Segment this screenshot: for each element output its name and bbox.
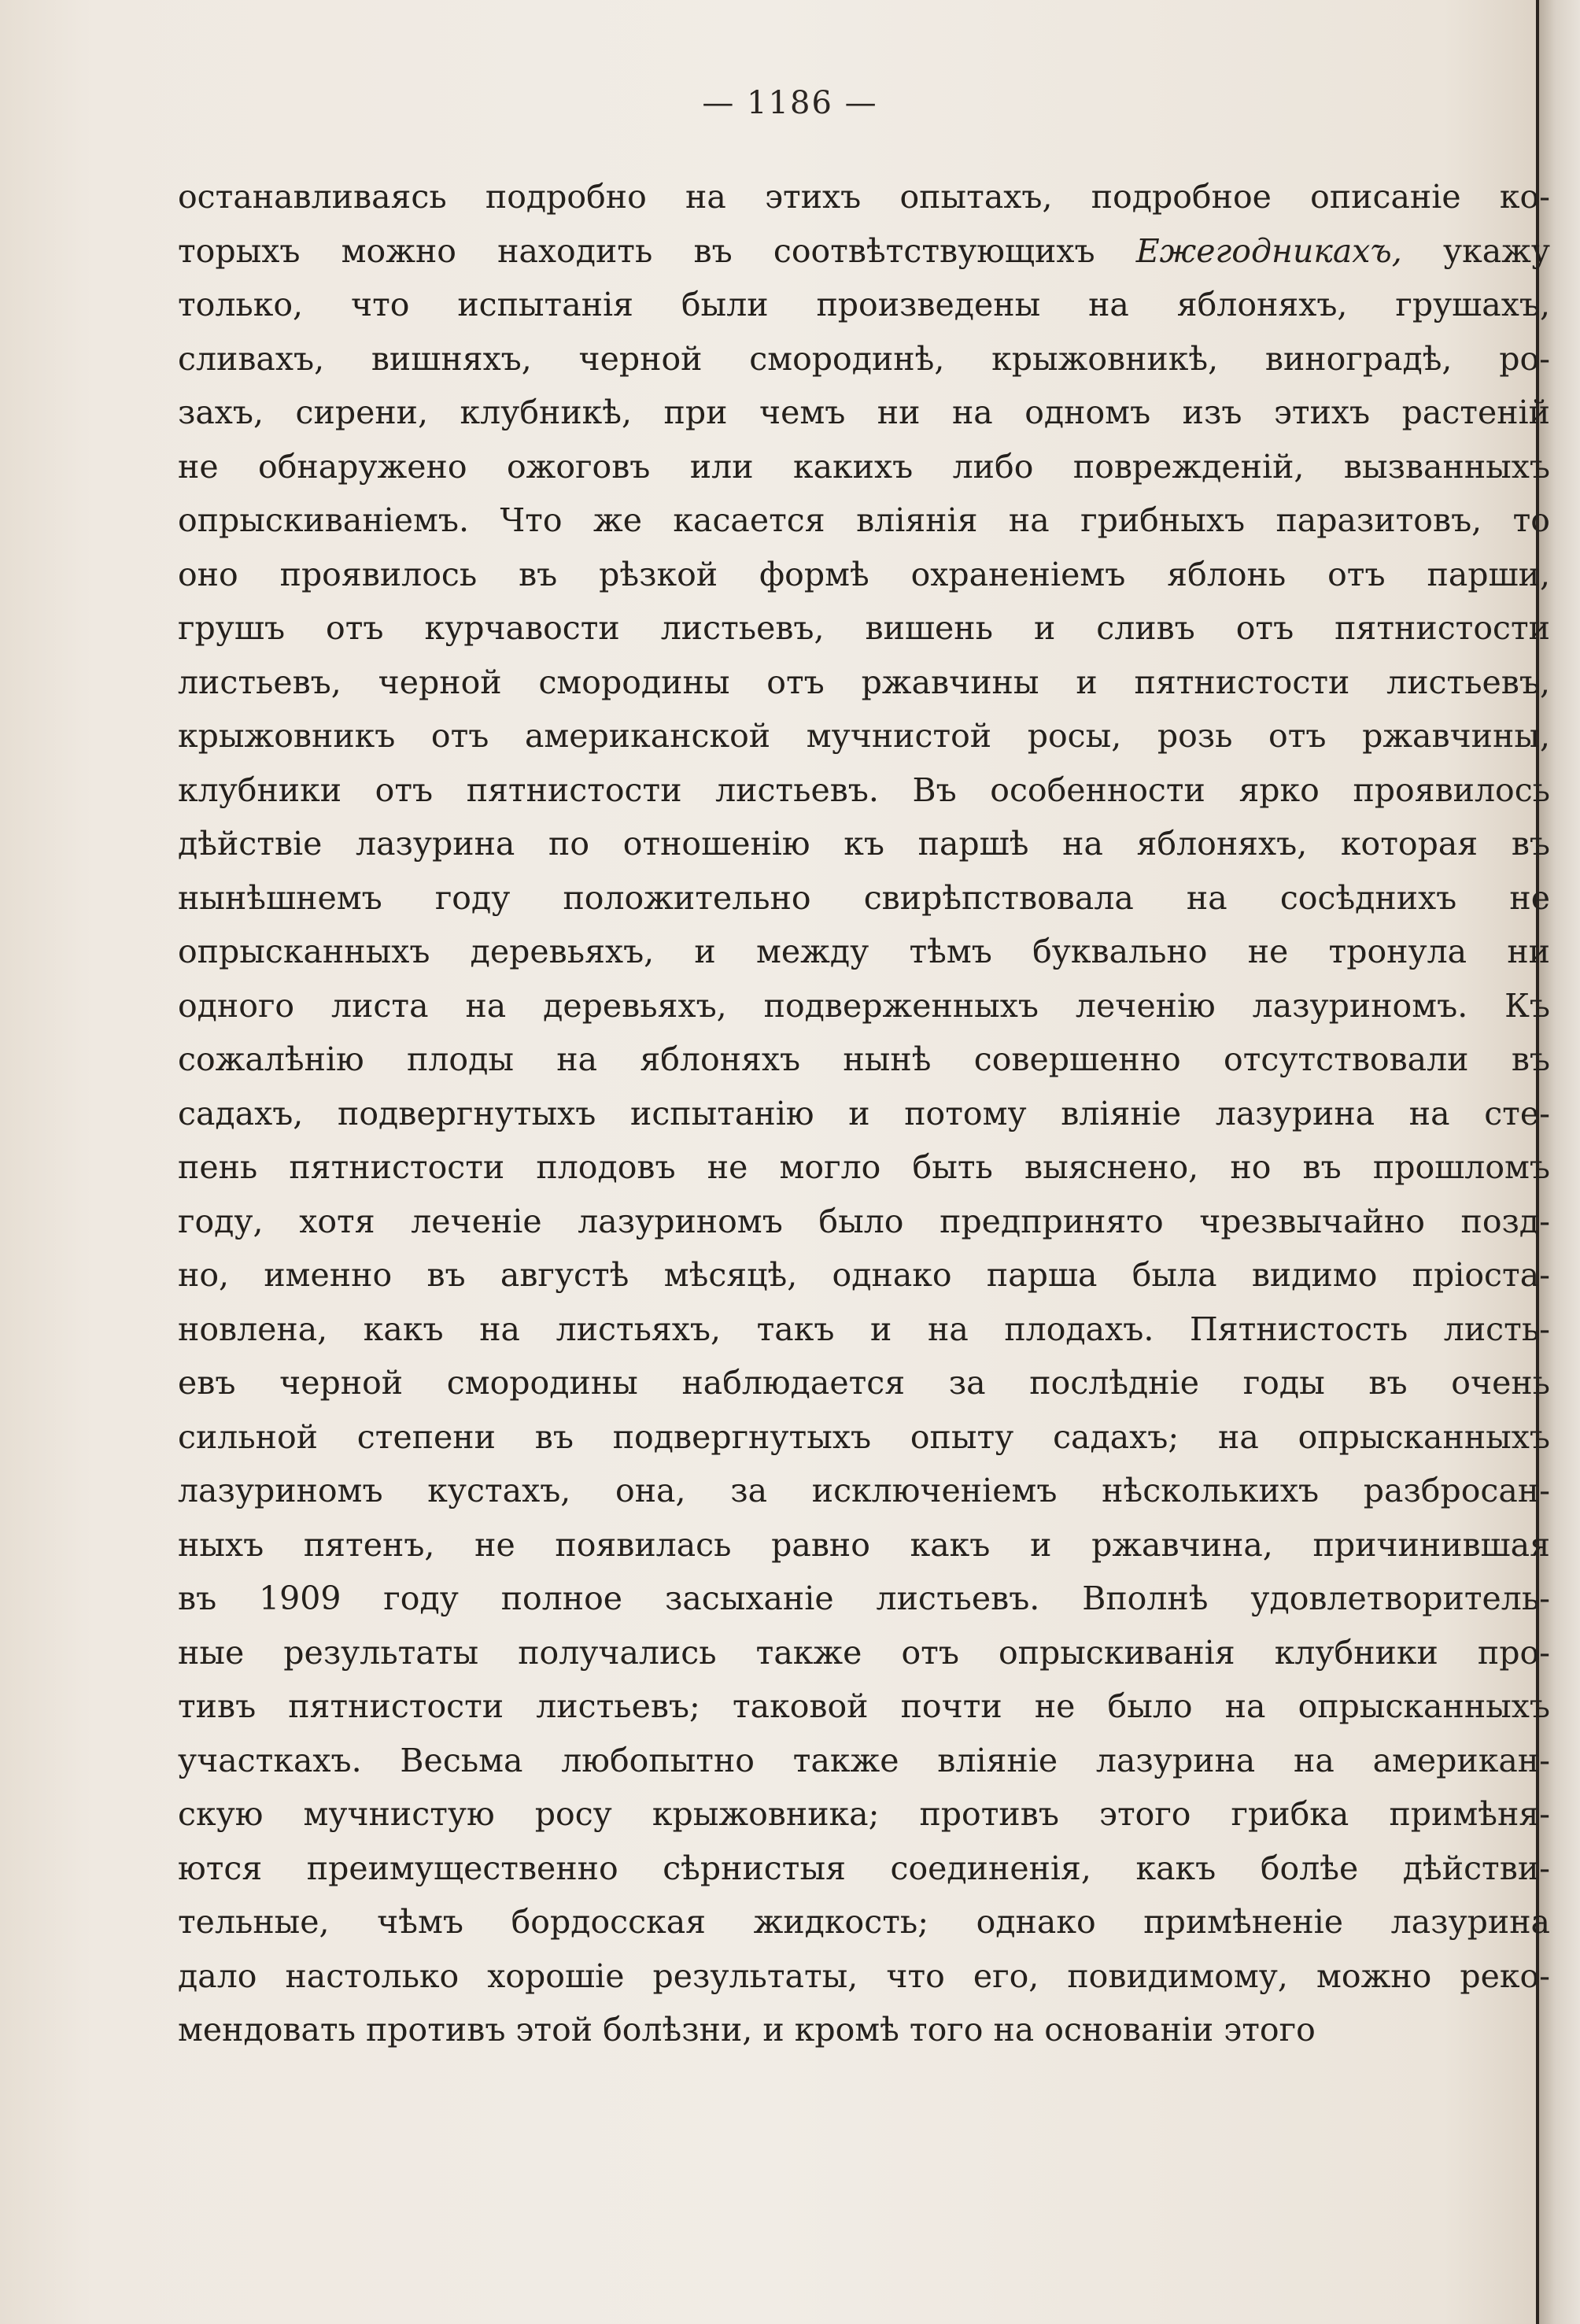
text-line: одного листа на деревьяхъ, подверженныхъ леченію лазуриномъ. Къ [178,986,1550,1025]
text-line: крыжовникъ отъ американской мучнистой росы, розь отъ ржавчины, [178,717,1550,755]
page-number: — 1186 — [702,85,878,121]
text-line: дало настолько хорошіе результаты, что его, повидимому, можно реко- [178,1956,1550,1995]
text-line: лазуриномъ кустахъ, она, за исключеніемъ нѣсколькихъ разбросан- [178,1472,1550,1509]
text-line: тельные, чѣмъ бордосская жидкость; однако примѣненіе лазурина [178,1903,1550,1941]
text-line: грушъ отъ курчавости листьевъ, вишень и сливъ отъ пятнистости [178,609,1550,647]
text-line: останавливаясь подробно на этихъ опытахъ, подробное описаніе ко- [178,178,1550,216]
text-line: листьевъ, черной смородины отъ ржавчины и пятнистости листьевъ, [178,663,1550,701]
text-line: садахъ, подвергнутыхъ испытанію и потому вліяніе лазурина на сте- [178,1094,1550,1132]
text-line: опрыскиваніемъ. Что же касается вліянія на грибныхъ паразитовъ, то [178,501,1550,539]
text-line: евъ черной смородины наблюдается за послѣдніе годы въ очень [178,1364,1550,1402]
text-line: тивъ пятнистости листьевъ; таковой почти не было на опрысканныхъ [178,1687,1550,1725]
text-line: участкахъ. Весьма любопытно также вліяніе лазурина на американ- [178,1741,1550,1779]
italic-title: Ежегодникахъ, [1135,231,1402,270]
text-line: пень пятнистости плодовъ не могло быть выяснено, но въ прошломъ [178,1148,1550,1186]
text-line: нынѣшнемъ году положительно свирѣпствовала на сосѣднихъ не [178,878,1550,917]
text-line: скую мучнистую росу крыжовника; противъ этого грибка примѣня- [178,1795,1550,1833]
body-text [178,170,1550,2057]
text-line: сильной степени въ подвергнутыхъ опыту садахъ; на опрысканныхъ [178,1417,1550,1456]
text-line: опрысканныхъ деревьяхъ, и между тѣмъ буквально не тронула ни [178,933,1550,970]
text-line: сожалѣнію плоды на яблоняхъ нынѣ совершенно отсутствовали въ [178,1040,1550,1078]
text-segment: торыхъ можно находить въ соотвѣтствующихъ [178,231,1136,270]
text-line: захъ, сирени, клубникѣ, при чемъ ни на одномъ изъ этихъ растеній [178,393,1550,431]
text-line: ются преимущественно сѣрнистыя соединенія, какъ болѣе дѣйстви- [178,1849,1550,1887]
text-line: году, хотя леченіе лазуриномъ было предпринято чрезвычайно позд- [178,1202,1550,1240]
text-line: ные результаты получались также отъ опрыскиванія клубники про- [178,1633,1550,1672]
text-line: но, именно въ августѣ мѣсяцѣ, однако парша была видимо пріоста- [178,1256,1550,1294]
text-line: ныхъ пятенъ, не появилась равно какъ и ржавчина, причинившая [178,1525,1550,1564]
text-line: оно проявилось въ рѣзкой формѣ охраненіемъ яблонь отъ парши, [178,555,1550,593]
text-line: мендовать противъ этой болѣзни, и кромѣ того на основаніи этого [178,2011,1316,2049]
text-line: сливахъ, вишняхъ, черной смородинѣ, крыжовникѣ, виноградѣ, ро- [178,339,1550,378]
text-line: клубники отъ пятнистости листьевъ. Въ особенности ярко проявилось [178,770,1550,809]
text-line: не обнаружено ожоговъ или какихъ либо поврежденій, вызванныхъ [178,447,1550,486]
text-line: дѣйствіе лазурина по отношенію къ паршѣ на яблоняхъ, которая въ [178,825,1550,863]
text-line: новлена, какъ на листьяхъ, такъ и на плодахъ. Пятнистость листь- [178,1310,1550,1348]
text-line: въ 1909 году полное засыханіе листьевъ. Вполнѣ удовлетворитель- [178,1580,1550,1617]
text-line [178,224,1550,279]
text-segment: укажу [1401,231,1550,270]
text-line: только, что испытанія были произведены на яблоняхъ, грушахъ, [178,286,1550,323]
